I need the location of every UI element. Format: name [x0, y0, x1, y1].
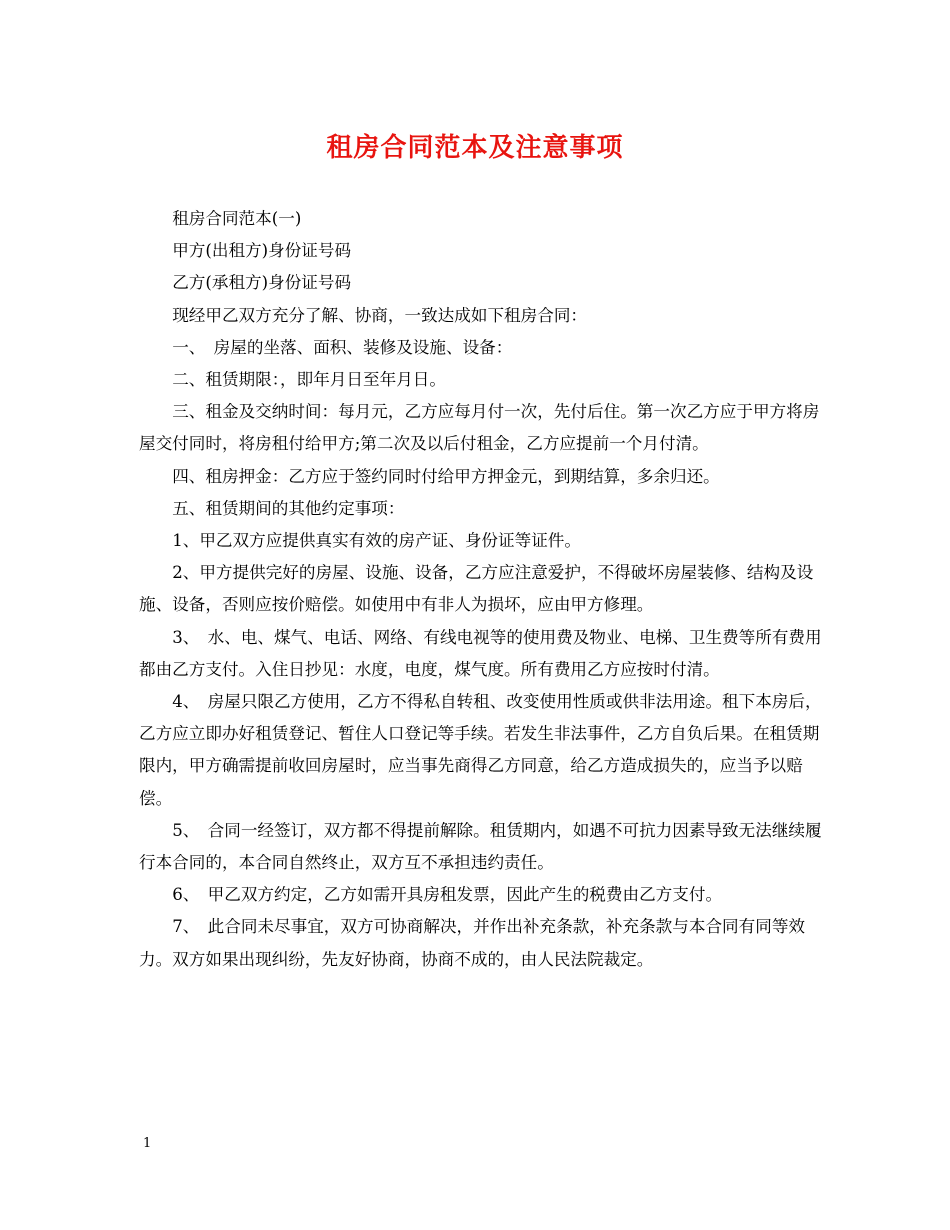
paragraph: 乙方(承租方)身份证号码 [172, 273, 352, 293]
paragraph: 四、租房押金：乙方应于签约同时付给甲方押金元，到期结算，多余归还。 [172, 466, 720, 486]
paragraph: 6、 甲乙双方约定，乙方如需开具房租发票，因此产生的税费由乙方支付。 [172, 885, 723, 905]
document-title: 租房合同范本及注意事项 [326, 133, 624, 163]
paragraph: 1、甲乙双方应提供真实有效的房产证、身份证等证件。 [172, 531, 581, 551]
paragraph: 2、甲方提供完好的房屋、设施、设备，乙方应注意爱护，不得破坏房屋装修、结构及设施、设备，否则应按价赔偿。如使用中有非人为损坏，应由甲方修理。 [139, 563, 814, 615]
paragraph: 3、 水、电、煤气、电话、网络、有线电视等的使用费及物业、电梯、卫生费等所有费用都由乙方支付。入住日抄见：水度，电度，煤气度。所有费用乙方应按时付清。 [139, 627, 822, 679]
document-body [139, 203, 829, 976]
paragraph: 4、 房屋只限乙方使用，乙方不得私自转租、改变使用性质或供非法用途。租下本房后，乙方应立即办好租赁登记、暂住人口登记等手续。若发生非法事件，乙方自负后果。在租赁期限内，甲方确需提前收回房屋时，应当事先商得乙方同意，给乙方造成损失的，应当予以赔偿。 [139, 692, 822, 808]
page-number: 1 [143, 1136, 152, 1151]
paragraph: 租房合同范本(一) [172, 209, 302, 228]
paragraph: 三、租金及交纳时间：每月元，乙方应每月付一次，先付后住。第一次乙方应于甲方将房屋交付同时，将房租付给甲方;第二次及以后付租金，乙方应提前一个月付清。 [139, 402, 820, 454]
paragraph: 7、 此合同未尽事宜，双方可协商解决，并作出补充条款，补充条款与本合同有同等效力。双方如果出现纠纷，先友好协商，协商不成的，由人民法院裁定。 [139, 917, 806, 969]
paragraph: 现经甲乙双方充分了解、协商，一致达成如下租房合同： [172, 305, 588, 325]
paragraph: 二、租赁期限：，即年月日至年月日。 [172, 370, 446, 390]
paragraph: 一、 房屋的坐落、面积、装修及设施、设备： [172, 337, 513, 357]
paragraph: 甲方(出租方)身份证号码 [172, 241, 352, 261]
paragraph: 5、 合同一经签订，双方都不得提前解除。租赁期内，如遇不可抗力因素导致无法继续履行本合同的，本合同自然终止，双方互不承担违约责任。 [139, 820, 822, 873]
paragraph: 五、租赁期间的其他约定事项： [172, 498, 405, 518]
